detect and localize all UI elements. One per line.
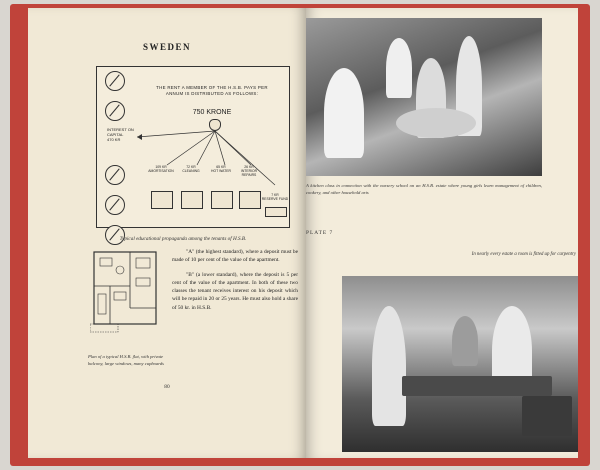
coin-icon [105,71,125,91]
coin-icon [105,225,125,245]
category-hot-water: 65 KR HOT WATER [211,165,231,173]
tools-icon [239,191,261,209]
rent-distribution-diagram [96,66,290,228]
carpentry-photo-caption: In nearly every estate a room is fitted up for carpentry [471,252,576,257]
flat-floor-plan [90,248,160,334]
carpentry-room-photo [342,276,578,452]
page-number: 80 [164,384,170,390]
left-page [28,8,306,458]
plate-label: PLATE 7 [306,230,334,236]
kitchen-class-photo [306,18,542,176]
paragraph-standard-b: "B" (a lower standard), where the deposit is 5 per cent of the value of the apartment. In both of these two classes the tenant receives interest on his deposit which will be repaid in 20 or 25 years. He must also hold a share of 50 kr. in H.S.B. [172,271,298,311]
category-reserve-fund: 7 KR RESERVE FUND [261,193,289,201]
coin-icon [105,195,125,215]
running-header: SWEDEN [142,42,191,52]
diagram-caption: Typical educational propaganda among the tenants of H.S.B. [119,236,247,242]
kitchen-photo-caption: A kitchen class in connection with the nursery school on an H.S.B. estate where young girls learn management of children, cookery, and other household arts [306,183,542,195]
category-amortisation: 109 KR AMORTISATION [148,165,174,173]
body-text [172,248,298,318]
floor-plan-caption: Plan of a typical H.S.B. flat, with private balcony, large windows, many cupboards [88,354,164,366]
coin-icon [105,165,125,185]
diagram-title: THE RENT A MEMBER OF THE H.S.B. PAYS PER ANNUM IS DISTRIBUTED AS FOLLOWS: [156,85,268,96]
coin-stack [105,71,125,255]
money-bag-icon [209,119,221,131]
piggy-bank-icon [151,191,173,209]
right-page [306,8,578,458]
category-cleaning: 72 KR CLEANING [182,165,200,173]
diagram-total: 750 KRONE [192,109,232,116]
paragraph-standard-a: "A" (the highest standard), where a deposit must be made of 10 per cent of the value of the apartment. [172,249,298,264]
radiator-icon [211,191,233,209]
category-interior-repairs: 26 KR INTERIOR REPAIRS [240,165,258,177]
broom-icon [181,191,203,209]
coin-icon [105,101,125,121]
reserve-box-icon [265,207,287,217]
interest-label: INTEREST ON CAPITAL 470 KR [107,127,134,142]
